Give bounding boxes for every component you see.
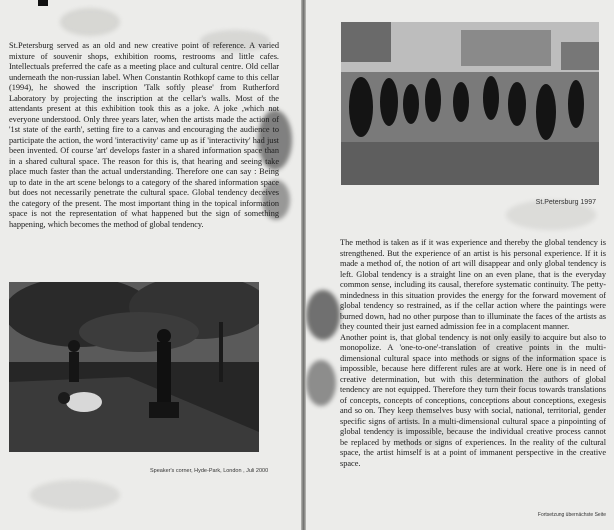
- paper-stain: [306, 290, 340, 340]
- left-body-text: [9, 41, 279, 230]
- hyde-park-photo: [9, 282, 259, 452]
- right-paragraph-2: Another point is, that global tendency is not only easily to acquire but also to monopolize. A 'one-to-one'-translation of creative points in the multi-dimensional cultural space into methods or signs of the information space is impossible, because here different rules are at work. Here one is in need of creative determination, but with this determination the authors of global tendency are not equipped. Therefore they turn their focus towards translations of concepts, concepts of conceptions, conceptions about conceptions, exegesis and so on. They keep themselves busy with social, national, territorial, gender specific signs of artists. In a multi-dimensional cultural space a pinpointing of global tendency is impossible, because the individual creative process cannot be replaced by methods or signs of experiences. In the reality of the cultural space, the artist himself is at a point of immanent perspective in the creative space.: [340, 332, 606, 468]
- st-petersburg-caption: St.Petersburg 1997: [535, 199, 596, 206]
- hyde-park-caption: Speaker's corner, Hyde-Park, London , Juli 2000: [150, 468, 269, 474]
- left-paragraph: St.Petersburg served as an old and new creative point of reference. A varied mixture of souvenir shops, exhibition rooms, restrooms and little cafes. Intellectuals preferred the cafe as a meeting place and cultural centre. Old cellar underneath the non-russian label. When Constantin Rothkopf came to this cellar (1994), he showed the inscription 'Talk softly please' from Rutherford Laboratory by projecting the inscription at the cellar's walls. Most of the attendants present at this exhibition took this as a joke. A joke ,which not everyone understood. Only three years later, when the artists made the action of '1st state of the earth', setting fire to a canvas and encouraging the audience to participate the action, the word 'interactivity' came up as if 'interactivity' had just been invented. Of course 'art' develops faster in a shared information space than in a shared cultural space. The reason for this is, that hearing and seeing take place much faster than the actual understanding. Therefore one can say : Being up to date in the art scene belongs to a category of the shared information space but does not necessarily penetrate the cultural space. Global tendency deceives the category of the present. The most important thing in the topical information space is not the representation of what happened but the sign of something happening, which becomes the method of global tendency.: [9, 41, 279, 229]
- continuation-note: Fortsetzung übernächste Seite: [537, 512, 606, 518]
- paper-stain: [38, 0, 48, 6]
- st-petersburg-photo-illustration: [341, 22, 599, 185]
- right-body-text: [340, 238, 606, 469]
- hyde-park-photo-illustration: [9, 282, 259, 452]
- right-paragraph-1: The method is taken as if it was experience and thereby the global tendency is strengthened. But the experience of an artist is his personal experience. If it is made a method of, the notion of art will disappear and only global tendency is left. Global tendency is a straight line on an even plane, that is the everyday common sense, including its causal, therefore systematic continuity. The petty-mindedness in this situation provides the energy for the forward movement of global tendency so restrained, as if the cellar action where the paintings were burned down, had no other purpose than to illuminate the faces of the artists as they counted their just earned admission fee in a complacent manner.: [340, 238, 606, 331]
- paper-stain: [30, 480, 120, 510]
- paper-stain: [306, 360, 336, 406]
- left-page: [0, 0, 301, 530]
- paper-stain: [60, 8, 120, 36]
- right-page: [306, 0, 614, 530]
- st-petersburg-photo: [341, 22, 599, 185]
